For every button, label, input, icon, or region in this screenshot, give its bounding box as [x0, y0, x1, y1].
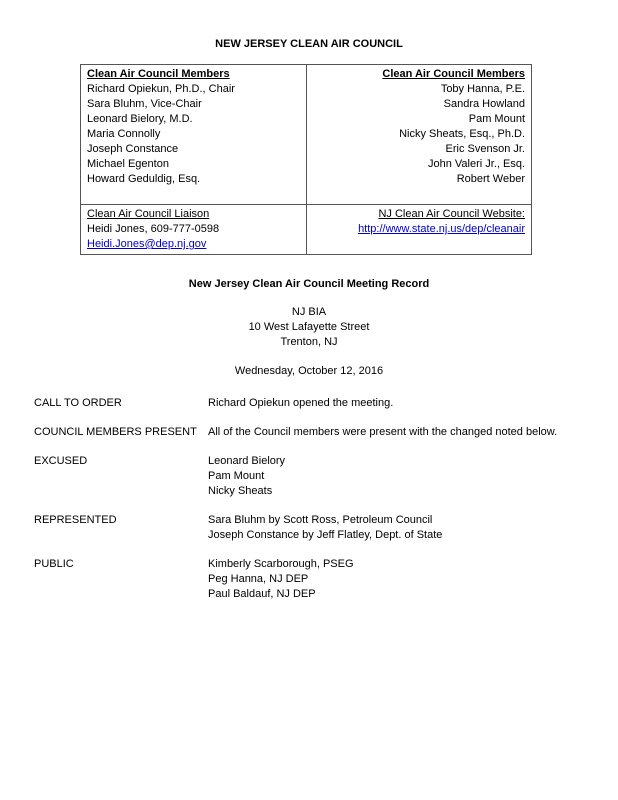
liaison-contact: Heidi Jones, 609-777-0598 — [87, 223, 220, 235]
section-label: REPRESENTED — [34, 514, 117, 526]
section-content — [208, 557, 354, 602]
section-content — [208, 454, 285, 499]
section-content — [208, 396, 393, 411]
member-name: Sandra Howland — [443, 98, 525, 110]
member-name: Leonard Bielory, M.D. — [87, 113, 193, 125]
meeting-record-title: New Jersey Clean Air Council Meeting Record — [188, 278, 430, 290]
section-line: Joseph Constance by Jeff Flatley, Dept. of State — [208, 529, 443, 541]
member-name: Nicky Sheats, Esq., Ph.D. — [399, 128, 525, 140]
meeting-date: Wednesday, October 12, 2016 — [234, 365, 384, 377]
section-line: Leonard Bielory — [208, 455, 286, 467]
section-content — [208, 513, 442, 543]
section-line: Kimberly Scarborough, PSEG — [208, 558, 354, 570]
member-name: John Valeri Jr., Esq. — [427, 158, 525, 170]
section-line: Sara Bluhm by Scott Ross, Petroleum Council — [208, 514, 433, 526]
website-cell — [306, 205, 532, 255]
member-name: Pam Mount — [468, 113, 525, 125]
location-line: 10 West Lafayette Street — [248, 321, 370, 333]
section-label: EXCUSED — [34, 455, 88, 467]
member-name: Toby Hanna, P.E. — [440, 83, 525, 95]
member-name: Howard Geduldig, Esq. — [87, 173, 201, 185]
website-label: NJ Clean Air Council Website: — [378, 208, 525, 220]
section-label: COUNCIL MEMBERS PRESENT — [34, 426, 197, 438]
member-name: Sara Bluhm, Vice-Chair — [87, 98, 202, 110]
section-line: Paul Baldauf, NJ DEP — [208, 588, 316, 600]
left-members-header: Clean Air Council Members — [87, 68, 230, 80]
document-title: NEW JERSEY CLEAN AIR COUNCIL — [215, 38, 403, 50]
location-line: Trenton, NJ — [280, 336, 338, 348]
location-line: NJ BIA — [291, 306, 327, 318]
left-members-cell — [81, 65, 307, 205]
liaison-email-link[interactable]: Heidi.Jones@dep.nj.gov — [87, 238, 207, 250]
member-name: Richard Opiekun, Ph.D., Chair — [87, 83, 235, 95]
section-line: Richard Opiekun opened the meeting. — [208, 397, 394, 409]
spacer — [313, 187, 526, 202]
section-line: Pam Mount — [208, 470, 265, 482]
spacer — [87, 187, 300, 202]
website-link[interactable]: http://www.state.nj.us/dep/cleanair — [358, 223, 525, 235]
member-name: Eric Svenson Jr. — [445, 143, 525, 155]
council-members-table — [80, 64, 532, 255]
section-label: CALL TO ORDER — [34, 397, 122, 409]
section-line: Peg Hanna, NJ DEP — [208, 573, 309, 585]
section-line: Nicky Sheats — [208, 485, 273, 497]
section-content — [208, 425, 557, 440]
member-name: Robert Weber — [456, 173, 525, 185]
liaison-label: Clean Air Council Liaison — [87, 208, 210, 220]
section-label: PUBLIC — [34, 558, 74, 570]
member-name: Michael Egenton — [87, 158, 169, 170]
right-members-header: Clean Air Council Members — [382, 68, 525, 80]
meeting-location — [0, 305, 618, 350]
member-name: Joseph Constance — [87, 143, 179, 155]
liaison-cell — [81, 205, 307, 255]
right-members-cell — [306, 65, 532, 205]
section-line: All of the Council members were present with the changed noted below. — [208, 426, 558, 438]
member-name: Maria Connolly — [87, 128, 161, 140]
